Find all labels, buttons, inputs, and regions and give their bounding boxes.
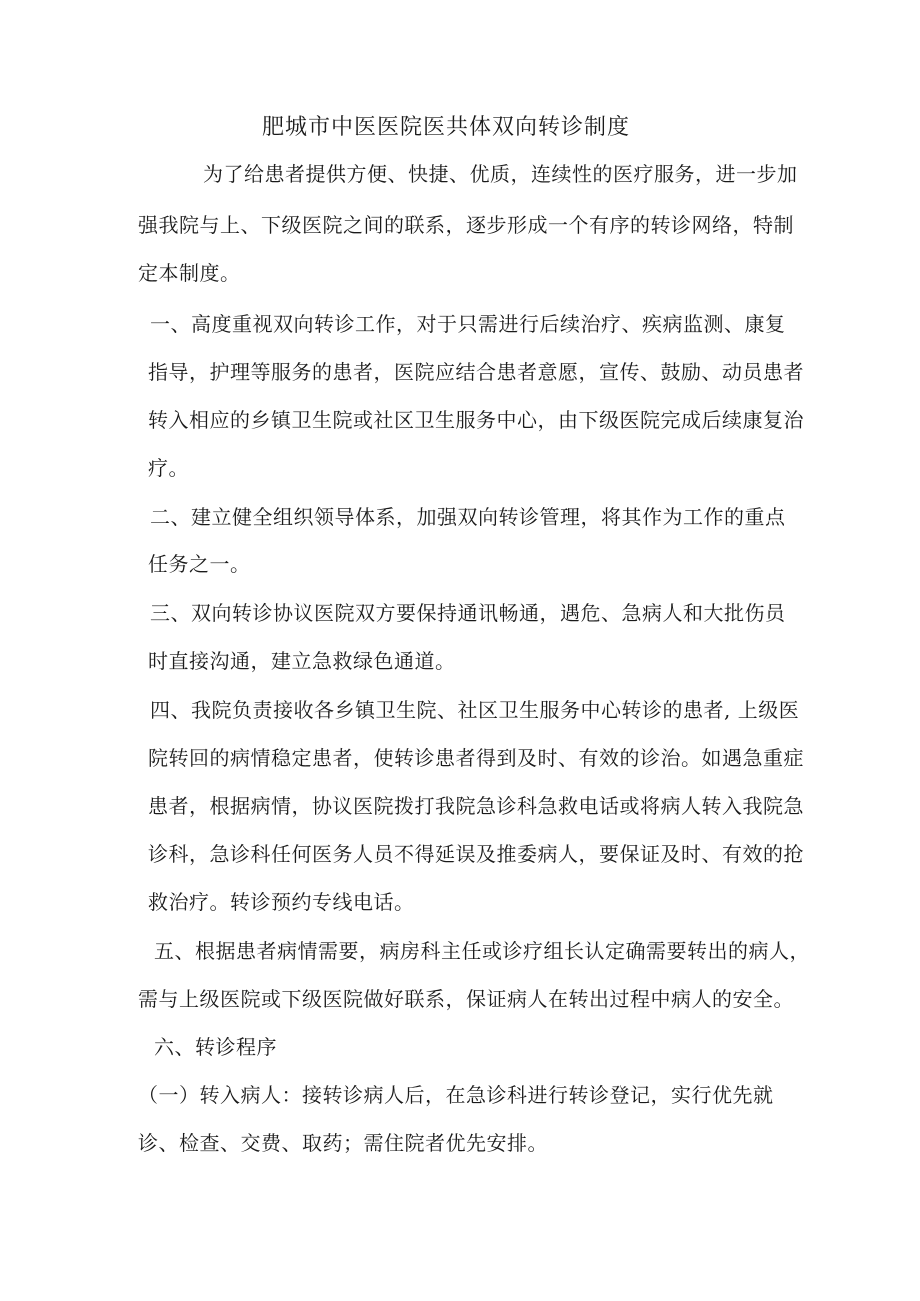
paragraph-line: 院转回的病情稳定患者，使转诊患者得到及时、有效的诊治。如遇急重症 xyxy=(148,746,804,770)
paragraph-line: 四、我院负责接收各乡镇卫生院、社区卫生服务中心转诊的患者, 上级医 xyxy=(150,698,800,722)
paragraph-line: 五、根据患者病情需要，病房科主任或诊疗组长认定确需要转出的病人， xyxy=(154,939,810,963)
paragraph-line: 任务之一。 xyxy=(148,552,251,576)
paragraph-line: 一、高度重视双向转诊工作，对于只需进行后续治疗、疾病监测、康复 xyxy=(150,312,786,336)
paragraph-line: 为了给患者提供方便、快捷、优质，连续性的医疗服务，进一步加 xyxy=(203,162,798,186)
section-heading: 六、转诊程序 xyxy=(154,1035,277,1059)
paragraph-line: 二、建立健全组织领导体系，加强双向转诊管理，将其作为工作的重点 xyxy=(150,505,786,529)
paragraph-line: 诊科，急诊科任何医务人员不得延误及推委病人，要保证及时、有效的抢 xyxy=(148,842,804,866)
paragraph-line: 诊、检查、交费、取药；需住院者优先安排。 xyxy=(138,1131,548,1155)
document-title: 肥城市中医医院医共体双向转诊制度 xyxy=(262,115,631,140)
paragraph-line: 三、双向转诊协议医院双方要保持通讯畅通，遇危、急病人和大批伤员 xyxy=(150,601,786,625)
paragraph-line: 患者，根据病情，协议医院拨打我院急诊科急救电话或将病人转入我院急 xyxy=(148,794,804,818)
paragraph-line: 时直接沟通，建立急救绿色通道。 xyxy=(148,649,456,673)
paragraph-line: 救治疗。转诊预约专线电话。 xyxy=(148,890,415,914)
paragraph-line: 需与上级医院或下级医院做好联系，保证病人在转出过程中病人的安全。 xyxy=(138,987,794,1011)
paragraph-line: 指导，护理等服务的患者，医院应结合患者意愿，宣传、鼓励、动员患者 xyxy=(148,360,804,384)
paragraph-line: 转入相应的乡镇卫生院或社区卫生服务中心，由下级医院完成后续康复治 xyxy=(148,408,804,432)
paragraph-line: 疗。 xyxy=(148,456,189,480)
paragraph-line: （一）转入病人：接转诊病人后，在急诊科进行转诊登记，实行优先就 xyxy=(138,1083,774,1107)
paragraph-line: 定本制度。 xyxy=(138,261,241,285)
paragraph-line: 强我院与上、下级医院之间的联系，逐步形成一个有序的转诊网络，特制 xyxy=(138,213,794,237)
